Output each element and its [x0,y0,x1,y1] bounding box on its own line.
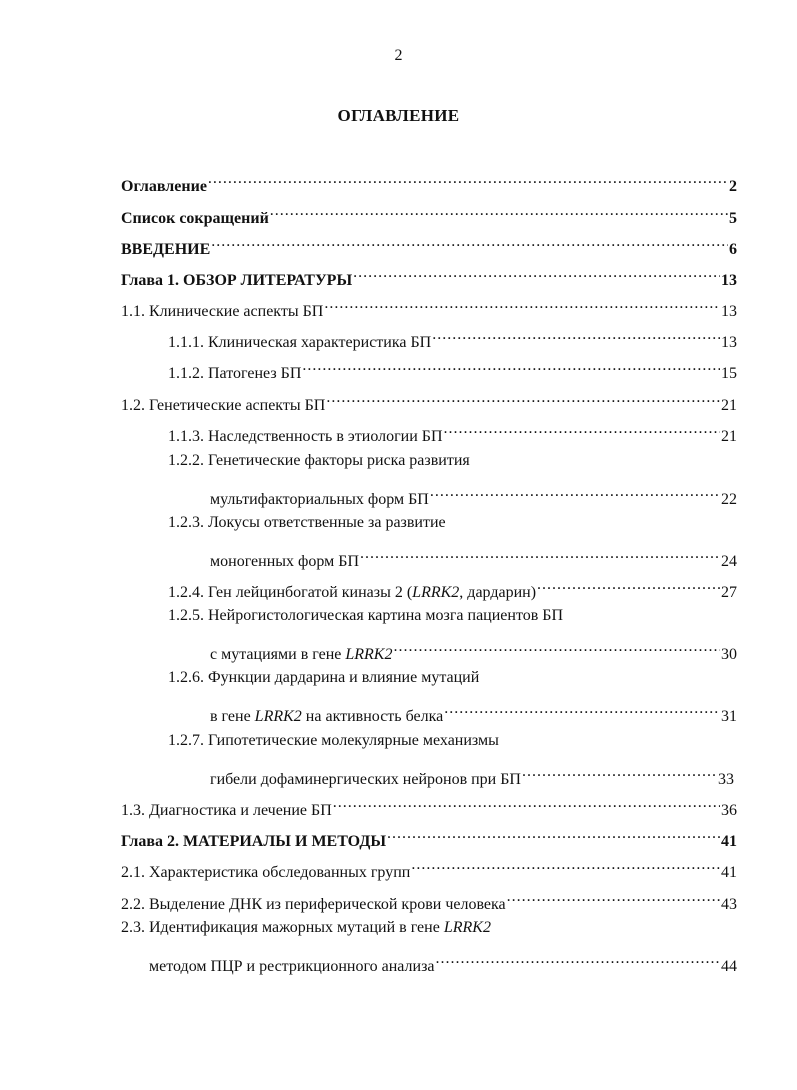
toc-entry-page: 31 [721,708,737,725]
toc-leader-dots [324,292,720,316]
toc-leader-dots [522,760,717,784]
toc-entry-page: 27 [721,584,737,601]
toc-entry-page: 5 [729,210,737,227]
toc-leader-dots [211,230,728,254]
toc-entry-1-2-5-line1: 1.2.5. Нейрогистологическая картина мозга пациентов БП [168,607,564,624]
gene-name-italic: LRRK2 [412,584,460,601]
toc-leader-dots [436,947,721,971]
toc-entry-1-2-7-line1: 1.2.7. Гипотетические молекулярные механизмы [168,732,499,749]
toc-entry-page: 41 [721,833,737,850]
toc-entry-1-2-6-line1: 1.2.6. Функции дардарина и влияние мутаций [168,669,480,686]
toc-entry-1-2-2-line1: 1.2.2. Генетические факторы риска развития [168,452,470,469]
toc-entry-page: 30 [721,646,737,663]
toc-entry-1-1-1 [168,323,737,351]
toc-entry-page: 6 [729,241,737,258]
toc-entry-1-1-2 [168,354,737,382]
toc-entry-text [210,705,443,729]
toc-entry-page: 43 [721,896,737,913]
toc-leader-dots [432,323,720,347]
toc-entry-page: 33 [718,771,734,788]
toc-leader-dots [430,480,720,504]
toc-entry-1-2-7 [210,760,734,788]
toc-entry-1-2-5 [210,635,737,663]
toc-entry-1-3 [121,791,737,819]
toc-entry-text: Глава 1. ОБЗОР ЛИТЕРАТУРЫ [121,272,353,289]
toc-leader-dots [537,573,720,597]
toc-entry-2-2 [121,885,737,913]
toc-text-part: в гене [210,708,255,725]
toc-leader-dots [444,697,720,721]
toc-entry-page: 22 [721,491,737,508]
toc-entry-page: 15 [721,365,737,382]
page-number: 2 [394,47,403,64]
toc-entry-text: моногенных форм БП [210,553,360,570]
toc-entry-text: Оглавление [121,178,207,195]
toc-entry-1-2-2 [210,480,737,508]
toc-text-part: на активность белка [301,708,444,725]
toc-leader-dots [302,354,720,378]
gene-name-italic: LRRK2 [254,708,302,725]
toc-leader-dots [353,261,720,285]
toc-entry-1-2 [121,386,737,414]
toc-title: ОГЛАВЛЕНИЕ [337,106,460,125]
toc-entry-text: мультифакториальных форм БП [210,491,429,508]
toc-entry-page: 13 [721,303,737,320]
toc-entry-page: 2 [729,178,737,195]
toc-entry-text: Список сокращений [121,210,269,227]
toc-entry-page: 41 [721,864,737,881]
toc-entry-contents [121,167,737,195]
toc-entry-abbreviations [121,199,737,227]
toc-entry-1-2-3 [210,542,737,570]
toc-entry-chapter-2 [121,822,737,850]
toc-text-part: с мутациями в гене [210,646,346,663]
toc-leader-dots [333,791,720,815]
toc-entry-1-2-6 [210,697,737,725]
toc-entry-1-2-3-line1: 1.2.3. Локусы ответственные за развитие [168,514,446,531]
toc-entry-text: гибели дофаминергических нейронов при БП [210,771,521,788]
toc-entry-text: 1.1.2. Патогенез БП [168,365,302,382]
toc-entry-page: 13 [721,334,737,351]
toc-entry-chapter-1 [121,261,737,289]
toc-entry-page: 13 [721,272,737,289]
toc-text-part: 2.3. Идентификация мажорных мутаций в гене [121,919,444,936]
toc-entry-text [210,643,392,667]
toc-entry-page: 24 [721,553,737,570]
toc-entry-text: 1.1.1. Клиническая характеристика БП [168,334,432,351]
toc-entry-text: 1.1. Клинические аспекты БП [121,303,324,320]
toc-entry-1-1-3 [168,417,737,445]
toc-entry-page: 21 [721,397,737,414]
toc-leader-dots [326,386,720,410]
toc-leader-dots [270,199,728,223]
toc-leader-dots [208,167,728,191]
toc-entry-text: 2.1. Характеристика обследованных групп [121,864,411,881]
toc-leader-dots [393,635,720,659]
toc-entry-2-3 [149,947,737,975]
toc-leader-dots [360,542,720,566]
toc-text-part: , дардарин) [459,584,537,601]
toc-entry-2-1 [121,853,737,881]
toc-entry-text [168,581,536,605]
toc-entry-page: 36 [721,802,737,819]
toc-leader-dots [387,822,720,846]
toc-entry-1-1 [121,292,737,320]
toc-leader-dots [444,417,720,441]
toc-entry-text: методом ПЦР и рестрикционного анализа [149,958,435,975]
toc-entry-1-2-4 [168,573,737,601]
toc-entry-introduction [121,230,737,258]
toc-entry-page: 44 [721,958,737,975]
gene-name-italic: LRRK2 [345,646,393,663]
toc-leader-dots [411,853,720,877]
toc-entry-text: Глава 2. МАТЕРИАЛЫ И МЕТОДЫ [121,833,387,850]
toc-entry-text: 2.2. Выделение ДНК из периферической крови человека [121,896,506,913]
gene-name-italic: LRRK2 [443,919,491,936]
toc-entry-text: 1.2. Генетические аспекты БП [121,397,326,414]
toc-entry-text: ВВЕДЕНИЕ [121,241,211,258]
toc-text-part: 1.2.4. Ген лейцинбогатой киназы 2 ( [168,584,413,601]
toc-entry-text: 1.3. Диагностика и лечение БП [121,802,332,819]
toc-entry-page: 21 [721,428,737,445]
toc-entry-text: 1.1.3. Наследственность в этиологии БП [168,428,443,445]
toc-entry-2-3-line1 [121,916,491,940]
toc-leader-dots [507,885,720,909]
